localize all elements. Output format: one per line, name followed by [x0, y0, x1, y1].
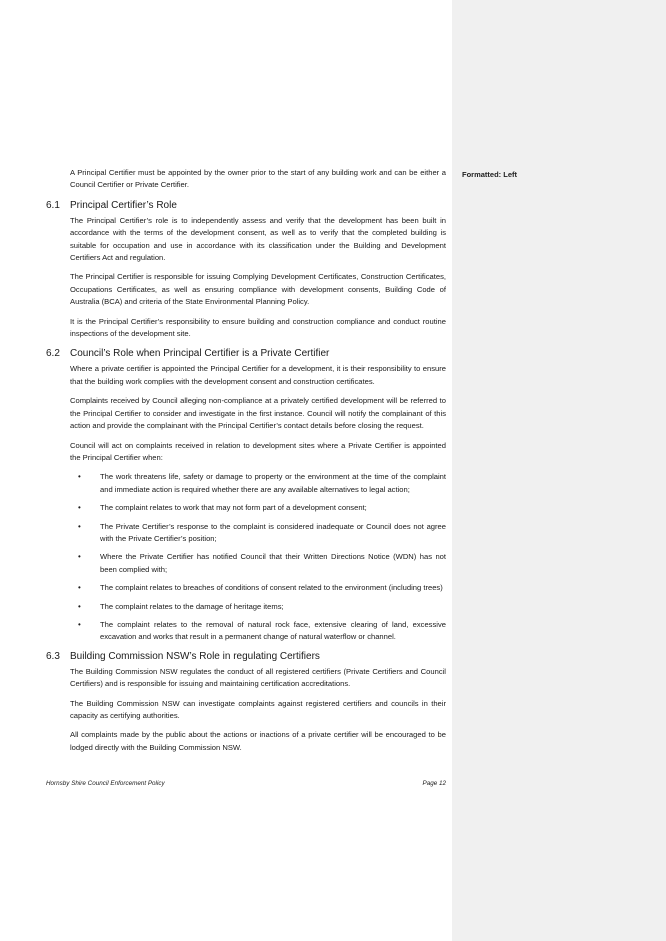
- paragraph: The Building Commission NSW can investigate complaints against registered certifiers and councils in their capacity as certifying authorities.: [70, 698, 446, 720]
- bullet-icon: •: [78, 521, 81, 531]
- section-number: 6.2: [46, 348, 60, 360]
- paragraph: The Principal Certifier is responsible for issuing Complying Development Certificates, Construction Certificates, Occupations Certificates, as well as ensuring compliance with development consents, Building Code of Australia (BCA) and criteria of the State Environmental Planning Policy.: [70, 272, 446, 307]
- bullet-list: [46, 471, 446, 643]
- section-heading-6-2: [46, 347, 446, 360]
- paragraph: Where a private certifier is appointed the Principal Certifier for a development, it is their responsibility to ensure that the building work complies with the development consent and construction certificates.: [70, 364, 446, 386]
- list-item: • The Private Certifier’s response to the complaint is considered inadequate or Council does not agree with the Private Certifier’s position;: [78, 521, 446, 543]
- list-item: • The complaint relates to breaches of conditions of consent related to the environment (including trees): [76, 582, 446, 594]
- section-number: 6.1: [46, 199, 60, 211]
- paragraph: All complaints made by the public about the actions or inactions of a private certifier will be encouraged to be lodged directly with the Building Commission NSW.: [70, 730, 446, 752]
- paragraph: The Building Commission NSW regulates the conduct of all registered certifiers (Private Certifiers and Council Certifiers) and is responsible for issuing and maintaining certification accreditations.: [70, 666, 446, 689]
- paragraph: It is the Principal Certifier’s responsibility to ensure building and construction compliance and conduct routine inspections of the development site.: [70, 316, 446, 339]
- bullet-icon: •: [78, 583, 81, 593]
- section-title: Council’s Role when Principal Certifier is a Private Certifier: [70, 348, 330, 360]
- bullet-icon: •: [78, 503, 81, 513]
- section-heading-6-1: [46, 199, 446, 212]
- paragraph: Council will act on complaints received in relation to development sites where a Private Certifier is appointed the Principal Certifier when:: [70, 440, 446, 462]
- intro-paragraph: A Principal Certifier must be appointed by the owner prior to the start of any building work and can be either a Council Certifier or Private Certifier.: [70, 168, 446, 190]
- section-title: Principal Certifier’s Role: [70, 199, 177, 211]
- page-footer: [46, 780, 446, 787]
- bullet-icon: •: [78, 601, 81, 611]
- bullet-icon: •: [78, 619, 81, 629]
- list-item: • The complaint relates to the damage of heritage items;: [76, 601, 446, 613]
- list-item: • The complaint relates to the removal of natural rock face, extensive clearing of land, excessive excavation and works that result in a permanent change of natural waterflow or channel.: [78, 619, 446, 642]
- page-content: [46, 167, 446, 761]
- section-title: Building Commission NSW’s Role in regulating Certifiers: [70, 650, 320, 662]
- comment-pane: [452, 0, 666, 941]
- list-item: • Where the Private Certifier has notified Council that their Written Directions Notice (WDN) has not been complied with;: [78, 552, 446, 574]
- section-number: 6.3: [46, 650, 60, 662]
- bullet-icon: •: [78, 552, 81, 562]
- footer-title: Hornsby Shire Council Enforcement Policy: [46, 780, 165, 787]
- formatting-note: Formatted: Left: [462, 170, 517, 179]
- section-heading-6-3: [46, 650, 446, 663]
- list-item: • The work threatens life, safety or damage to property or the environment at the time of the complaint and immediate action is required whether there are any available alternatives to legal action;: [78, 472, 446, 494]
- paragraph: Complaints received by Council alleging non-compliance at a privately certified development will be referred to the Principal Certifier to consider and investigate in the first instance. Council will notify the complainant of this action and provide the complainant with the Principal Certifier’s contact details before closing the request.: [70, 396, 446, 431]
- list-item: • The complaint relates to work that may not form part of a development consent;: [76, 502, 446, 514]
- bullet-icon: •: [78, 472, 81, 482]
- paragraph: The Principal Certifier’s role is to independently assess and verify that the development has been built in accordance with the terms of the development consent, as well as to verify that the completed building is suitable for occupation and use in accordance with its classification under the Building and Development Certifiers Act and regulation.: [70, 215, 446, 263]
- page-number: Page 12: [422, 780, 446, 787]
